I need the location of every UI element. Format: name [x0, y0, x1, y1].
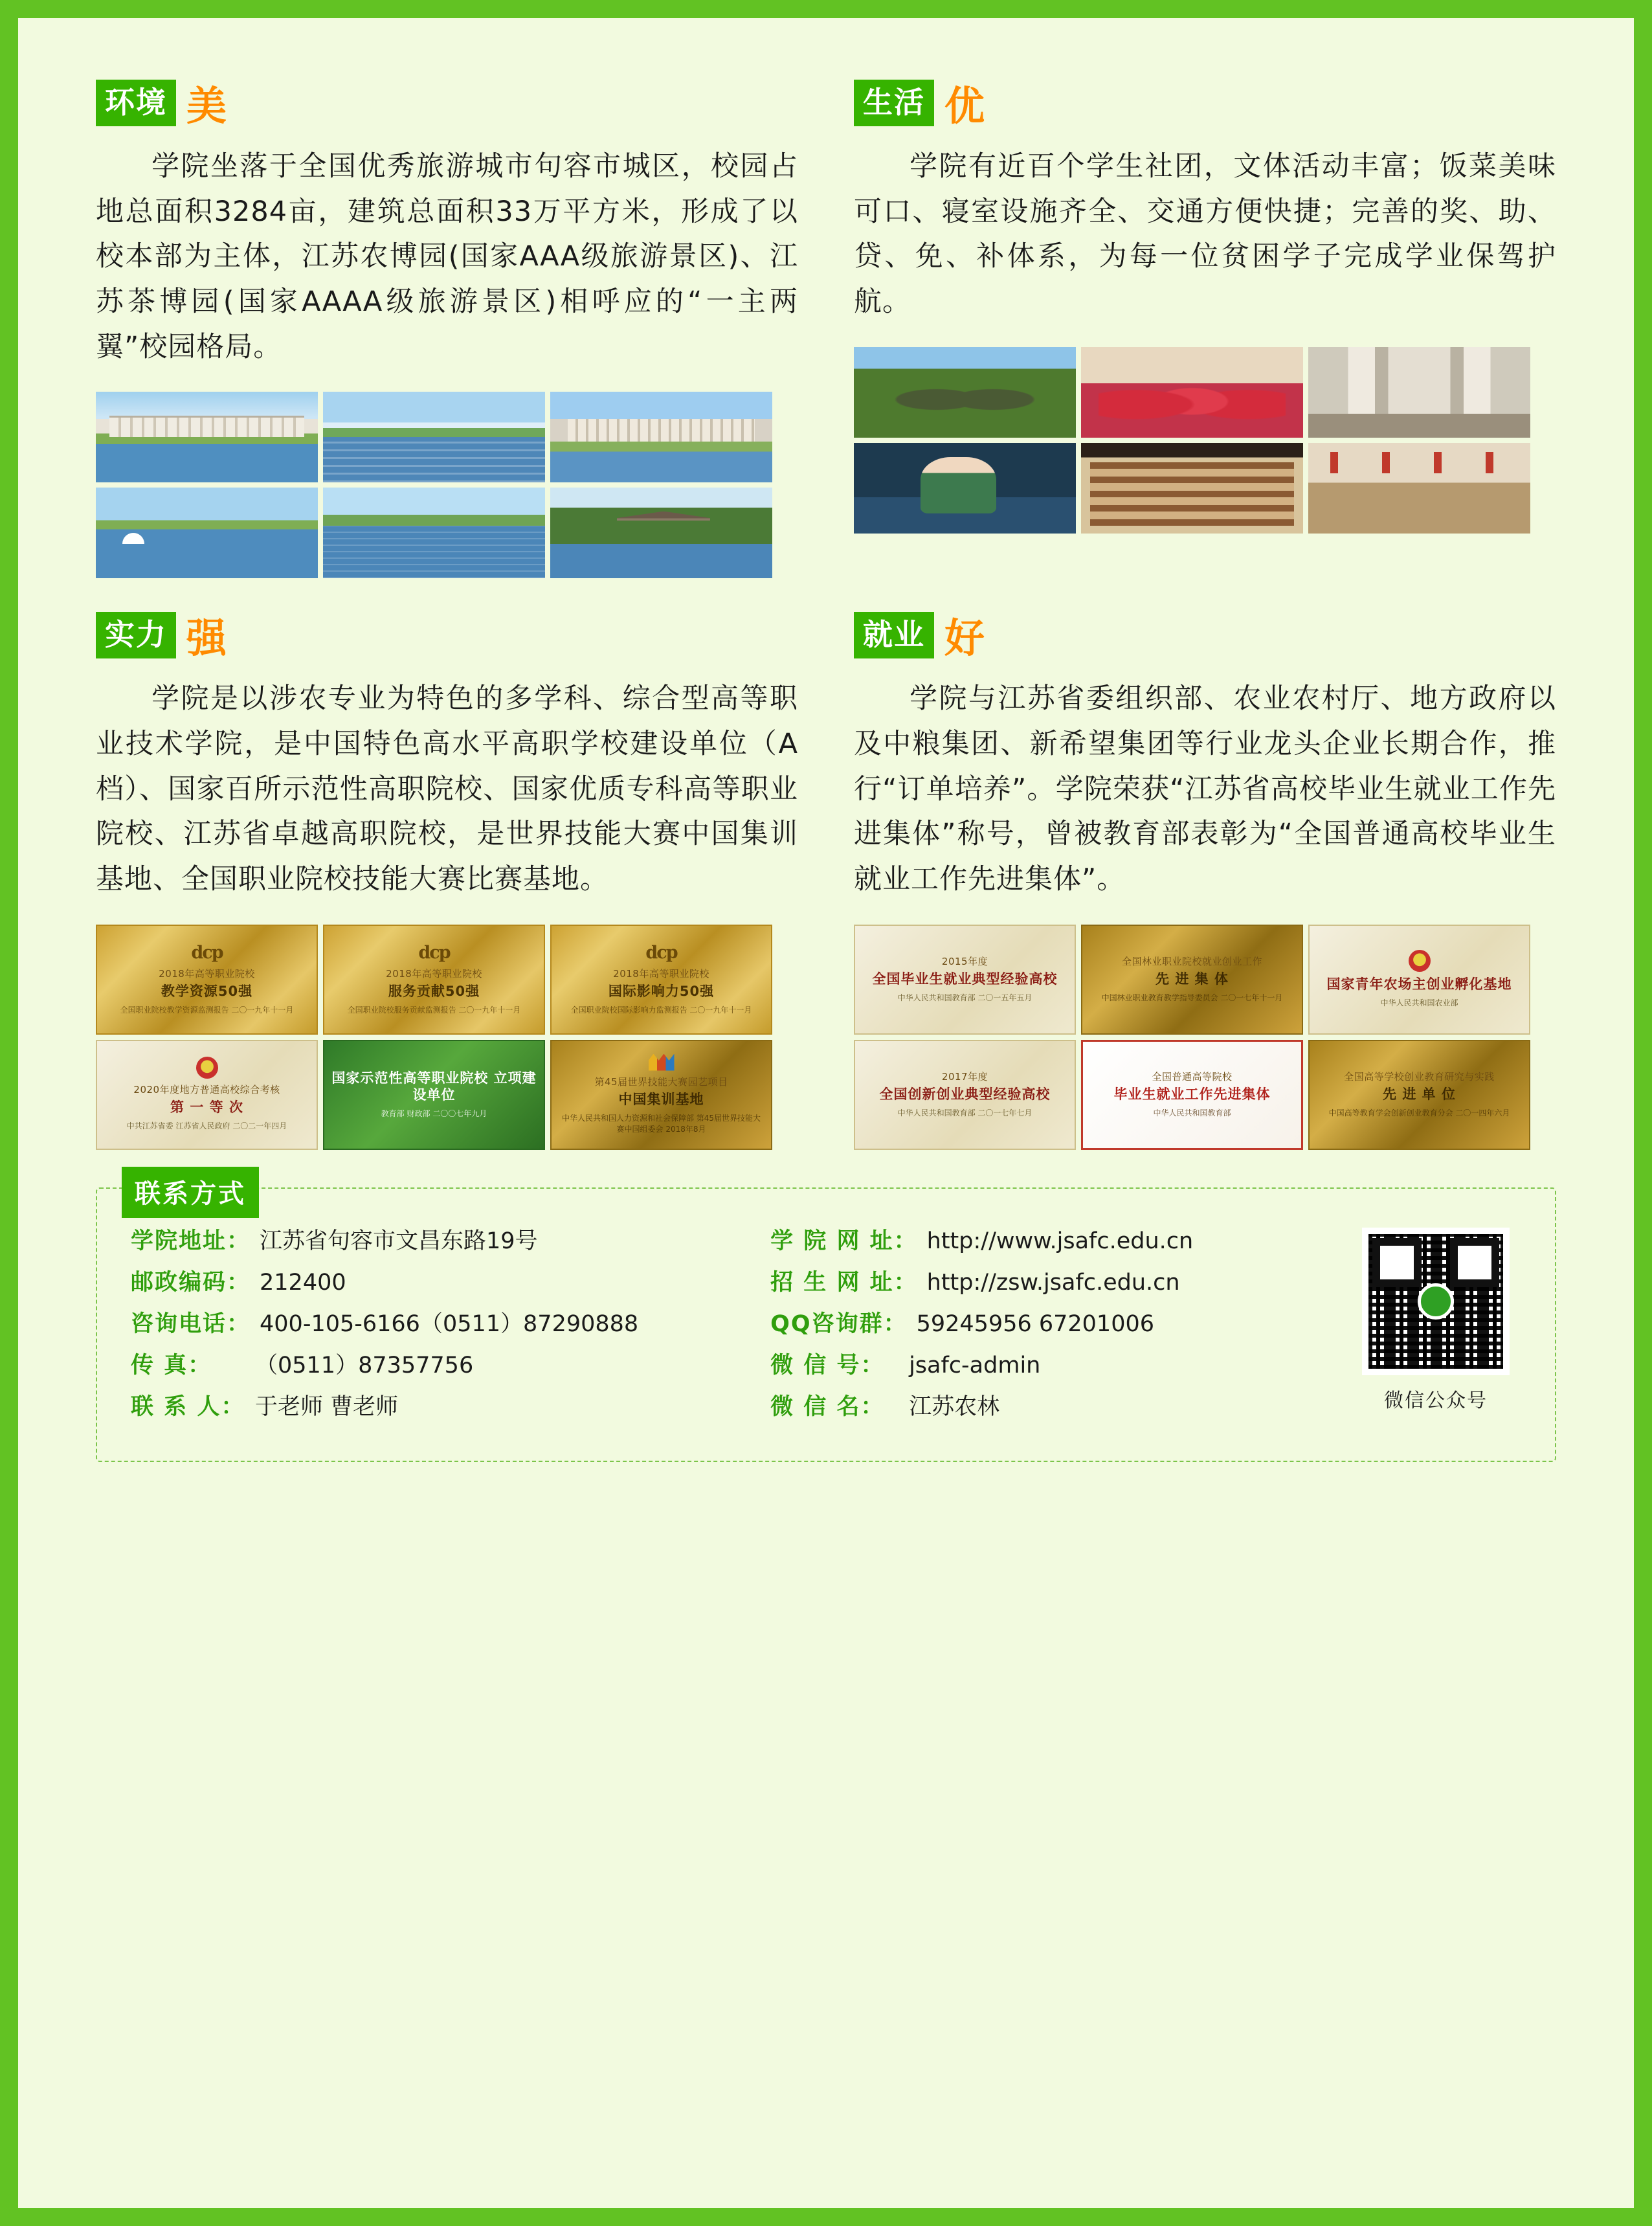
hanfu-dance-photo	[1081, 347, 1303, 438]
contact-value: 江苏农林	[909, 1393, 1000, 1420]
award-main-line: 全国创新创业典型经验高校	[879, 1086, 1051, 1103]
award-top-line: 2018年高等职业院校	[386, 967, 482, 980]
photo-grid-life	[854, 347, 1556, 534]
award-sub-line: 中华人民共和国教育部	[1153, 1108, 1231, 1118]
national-emblem-icon	[196, 1057, 218, 1079]
award-main-line: 国家示范性高等职业院校 立项建设单位	[331, 1070, 537, 1103]
contact-row-wechat-id	[770, 1352, 1326, 1379]
contact-column-right	[770, 1228, 1326, 1435]
section-highlight-strength: 强	[186, 614, 227, 662]
reading-house-library-photo	[1081, 443, 1303, 534]
award-sub-line: 教育部 财政部 二〇〇七年九月	[381, 1109, 487, 1119]
award-sub-line: 中华人民共和国教育部 二〇一五年五月	[897, 993, 1032, 1003]
award-plaque	[854, 1040, 1076, 1150]
campus-lake-photo	[323, 392, 545, 482]
campus-waterfront-photo	[96, 392, 318, 482]
farm-creator-logo-icon	[1409, 950, 1431, 972]
award-plaque	[96, 925, 318, 1035]
award-top-line: 全国林业职业院校就业创业工作	[1121, 956, 1262, 968]
wechat-qr-code-icon	[1362, 1228, 1510, 1375]
award-sub-line: 全国职业院校国际影响力监测报告 二〇一九年十一月	[570, 1005, 752, 1015]
poster-inner-panel	[18, 18, 1634, 2208]
award-main-line: 中国集训基地	[618, 1091, 704, 1107]
award-plaque	[96, 1040, 318, 1150]
contact-row-fax	[131, 1352, 770, 1379]
award-main-line: 国际影响力50强	[608, 983, 715, 999]
award-plaque	[323, 925, 545, 1035]
award-top-line: 2017年度	[941, 1071, 988, 1083]
worldskills-logo-icon	[649, 1054, 675, 1071]
award-plaque	[1308, 1040, 1530, 1150]
award-main-line: 教学资源50强	[161, 983, 253, 999]
contact-value: 于老师 曹老师	[255, 1393, 399, 1420]
award-plaque	[1081, 1040, 1303, 1150]
content-grid	[96, 80, 1556, 1150]
award-grid-employment	[854, 925, 1556, 1150]
section-highlight-environment: 美	[186, 82, 227, 129]
section-tag-strength: 实力	[96, 612, 176, 658]
tea-ceremony-photo	[854, 443, 1076, 534]
section-tag-life: 生活	[854, 80, 934, 126]
contact-row-website	[770, 1228, 1326, 1255]
award-main-line: 全国毕业生就业典型经验高校	[872, 971, 1058, 987]
contact-label: 邮政编码：	[131, 1269, 251, 1296]
lake-swan-photo	[323, 488, 545, 578]
award-main-line: 毕业生就业工作先进集体	[1113, 1086, 1271, 1103]
garden-pavilion-photo	[550, 488, 772, 578]
dcp-logo-icon: dcp	[645, 942, 677, 963]
contact-value: （0511）87357756	[255, 1352, 474, 1378]
section-paragraph-environment: 学院坐落于全国优秀旅游城市句容市城区，校园占地总面积3284亩，建筑总面积33万平方米，形成了以校本部为主体，江苏农博园(国家AAA级旅游景区)、江苏茶博园(国家AAAA级旅游景区)相呼应的“一主两翼”校园格局。	[96, 150, 798, 363]
contact-title: 联系方式	[122, 1167, 259, 1218]
lotus-pond-photo	[96, 488, 318, 578]
award-sub-line: 中华人民共和国人力资源和社会保障部 第45届世界技能大赛中国组委会 2018年8月	[561, 1113, 761, 1134]
section-environment	[96, 80, 798, 578]
contact-row-qq	[770, 1310, 1326, 1338]
contact-value: 400-105-6166（0511）87290888	[260, 1310, 639, 1337]
contact-label: 咨询电话：	[131, 1310, 251, 1337]
award-top-line: 2020年度地方普通高校综合考核	[133, 1084, 280, 1096]
contact-label: 学院地址：	[131, 1228, 251, 1254]
contact-value: jsafc-admin	[909, 1352, 1041, 1378]
award-plaque	[550, 925, 772, 1035]
section-heading-life	[854, 80, 1556, 129]
section-highlight-life: 优	[944, 82, 985, 129]
award-sub-line: 中华人民共和国农业部	[1380, 998, 1458, 1007]
award-top-line: 第45届世界技能大赛园艺项目	[594, 1075, 728, 1088]
contact-value: 212400	[260, 1269, 346, 1296]
section-highlight-employment: 好	[944, 614, 985, 662]
military-training-photo	[854, 347, 1076, 438]
award-main-line: 第 一 等 次	[170, 1099, 243, 1116]
photo-grid-environment	[96, 392, 798, 578]
contact-label: 学 院 网 址：	[770, 1228, 918, 1254]
award-plaque	[1081, 925, 1303, 1035]
award-grid-strength	[96, 925, 798, 1150]
section-paragraph-strength: 学院是以涉农专业为特色的多学科、综合型高等职业技术学院，是中国特色高水平高职学校建设单位（A档）、国家百所示范性高职院校、国家优质专科高等职业院校、江苏省卓越高职院校，是世界技能大赛中国集训基地、全国职业院校技能大赛比赛基地。	[96, 682, 798, 895]
contact-row-phone	[131, 1310, 770, 1338]
award-main-line: 先 进 单 位	[1383, 1086, 1456, 1103]
contact-value: 59245956 67201006	[916, 1310, 1155, 1337]
award-sub-line: 中共江苏省委 江苏省人民政府 二〇二一年四月	[126, 1121, 287, 1131]
award-main-line: 先 进 集 体	[1155, 971, 1229, 987]
section-heading-employment	[854, 612, 1556, 662]
section-tag-environment: 环境	[96, 80, 176, 126]
dcp-logo-icon: dcp	[191, 942, 223, 963]
contact-label: 微 信 名：	[770, 1393, 885, 1420]
award-main-line: 国家青年农场主创业孵化基地	[1326, 976, 1512, 992]
contact-block	[96, 1178, 1556, 1462]
contact-columns	[131, 1217, 1521, 1435]
award-sub-line: 中国高等教育学会创新创业教育分会 二〇一四年六月	[1328, 1108, 1510, 1118]
award-sub-line: 中国林业职业教育教学指导委员会 二〇一七年十一月	[1101, 993, 1283, 1003]
award-main-line: 服务贡献50强	[388, 983, 480, 999]
contact-column-left	[131, 1228, 770, 1435]
section-paragraph-life: 学院有近百个学生社团，文体活动丰富；饭菜美味可口、寝室设施齐全、交通方便快捷；完善的奖、助、贷、免、补体系，为每一位贫困学子完成学业保驾护航。	[854, 150, 1556, 318]
award-top-line: 2018年高等职业院校	[613, 967, 709, 980]
contact-label: 联 系 人：	[131, 1393, 245, 1420]
contact-row-wechat-name	[770, 1393, 1326, 1421]
award-plaque	[323, 1040, 545, 1150]
contact-label: 传 真：	[131, 1352, 212, 1378]
qr-caption: 微信公众号	[1384, 1389, 1488, 1412]
award-top-line: 全国高等学校创业教育研究与实践	[1344, 1071, 1495, 1083]
contact-value[interactable]: http://www.jsafc.edu.cn	[926, 1228, 1194, 1254]
contact-label: QQ咨询群：	[770, 1310, 908, 1337]
award-sub-line: 全国职业院校教学资源监测报告 二〇一九年十一月	[120, 1005, 294, 1015]
dcp-logo-icon: dcp	[418, 942, 450, 963]
award-plaque	[550, 1040, 772, 1150]
award-plaque	[1308, 925, 1530, 1035]
award-plaque	[854, 925, 1076, 1035]
award-sub-line: 中华人民共和国教育部 二〇一七年七月	[897, 1108, 1032, 1118]
award-top-line: 2015年度	[941, 956, 988, 968]
contact-label: 招 生 网 址：	[770, 1269, 918, 1296]
dormitory-corridor-photo	[1308, 347, 1530, 438]
contact-row-person	[131, 1393, 770, 1421]
award-top-line: 全国普通高等院校	[1152, 1071, 1233, 1083]
section-employment	[854, 612, 1556, 1149]
award-sub-line: 全国职业院校服务贡献监测报告 二〇一九年十一月	[347, 1005, 521, 1015]
contact-label: 微 信 号：	[770, 1352, 885, 1378]
section-heading-strength	[96, 612, 798, 662]
teaching-building-photo	[550, 392, 772, 482]
section-tag-employment: 就业	[854, 612, 934, 658]
contact-value[interactable]: http://zsw.jsafc.edu.cn	[926, 1269, 1180, 1296]
section-life	[854, 80, 1556, 578]
contact-row-postcode	[131, 1269, 770, 1296]
contact-value: 江苏省句容市文昌东路19号	[260, 1228, 538, 1254]
contact-row-address	[131, 1228, 770, 1255]
canteen-photo	[1308, 443, 1530, 534]
award-top-line: 2018年高等职业院校	[159, 967, 255, 980]
section-paragraph-employment: 学院与江苏省委组织部、农业农村厅、地方政府以及中粮集团、新希望集团等行业龙头企业长期合作，推行“订单培养”。学院荣获“江苏省高校毕业生就业工作先进集体”称号，曾被教育部表彰为“全国普通高校毕业生就业工作先进集体”。	[854, 682, 1556, 895]
section-strength	[96, 612, 798, 1149]
qr-center-logo-icon	[1418, 1283, 1454, 1320]
contact-row-admission-site	[770, 1269, 1326, 1296]
qr-block	[1362, 1228, 1521, 1413]
section-heading-environment	[96, 80, 798, 129]
